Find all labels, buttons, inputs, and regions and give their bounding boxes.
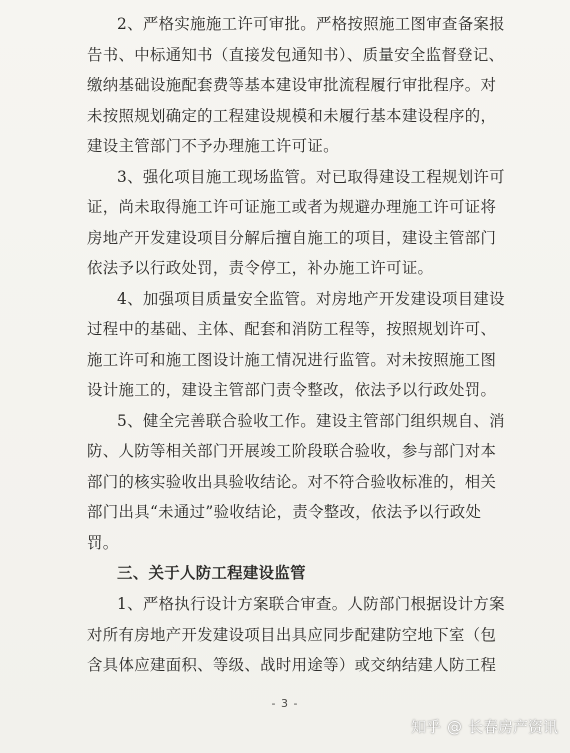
text-line: 设计施工的，建设主管部门责令整改，依法予以行政处罚。 xyxy=(87,381,497,399)
section-heading-text: 三、关于人防工程建设监管 xyxy=(117,564,306,582)
text-line: 缴纳基础设施配套费等基本建设审批流程履行审批程序。对 xyxy=(87,76,497,94)
text-line: 部门出具“未通过”验收结论，责令整改，依法予以行政处 xyxy=(87,503,482,521)
watermark xyxy=(411,716,558,737)
paragraph-civil-defense-review xyxy=(87,589,505,681)
watermark-separator: @ xyxy=(446,717,462,736)
text-line: 5、健全完善联合验收工作。建设主管部门组织规自、消 xyxy=(117,411,505,430)
paragraph-permit-review xyxy=(87,9,505,162)
text-line: 施工许可和施工图设计施工情况进行监管。对未按照施工图 xyxy=(87,350,497,369)
document-body xyxy=(87,9,505,681)
text-line: 建设主管部门不予办理施工许可证。 xyxy=(87,137,339,155)
watermark-platform: 知乎 xyxy=(410,718,441,736)
text-line: 证，尚未取得施工许可证施工或者为规避办理施工许可证将 xyxy=(87,198,497,216)
watermark-account: 长春房产资讯 xyxy=(467,718,558,736)
text-line: 部门的核实验收出具验收结论。对不符合验收标准的，相关 xyxy=(87,472,497,491)
paragraph-site-supervision xyxy=(87,162,505,284)
section-heading xyxy=(87,558,492,589)
text-line: 3、强化项目施工现场监管。对已取得建设工程规划许可 xyxy=(117,167,505,186)
text-line: 含具体应建面积、等级、战时用途等）或交纳结建人防工程 xyxy=(87,656,497,674)
paragraph-quality-safety xyxy=(87,284,505,406)
text-line: 2、严格实施施工许可审批。严格按照施工图审查备案报 xyxy=(117,15,505,33)
page-number: - 3 - xyxy=(271,697,299,710)
text-line: 未按照规划确定的工程建设规模和未履行基本建设程序的， xyxy=(87,106,497,125)
paragraph-joint-acceptance xyxy=(87,406,505,559)
text-line: 过程中的基础、主体、配套和消防工程等，按照规划许可、 xyxy=(87,320,497,338)
text-line: 对所有房地产开发建设项目出具应同步配建防空地下室（包 xyxy=(87,625,497,644)
text-line: 告书、中标通知书（直接发包通知书）、质量安全监督登记、 xyxy=(87,45,505,64)
text-line: 依法予以行政处罚，责令停工，补办施工许可证。 xyxy=(87,259,434,277)
text-line: 罚。 xyxy=(87,533,119,552)
text-line: 房地产开发建设项目分解后擅自施工的项目，建设主管部门 xyxy=(87,228,497,247)
text-line: 1、严格执行设计方案联合审查。人防部门根据设计方案 xyxy=(117,595,505,613)
text-line: 4、加强项目质量安全监管。对房地产开发建设项目建设 xyxy=(117,289,505,308)
text-line: 防、人防等相关部门开展竣工阶段联合验收，参与部门对本 xyxy=(87,442,497,460)
